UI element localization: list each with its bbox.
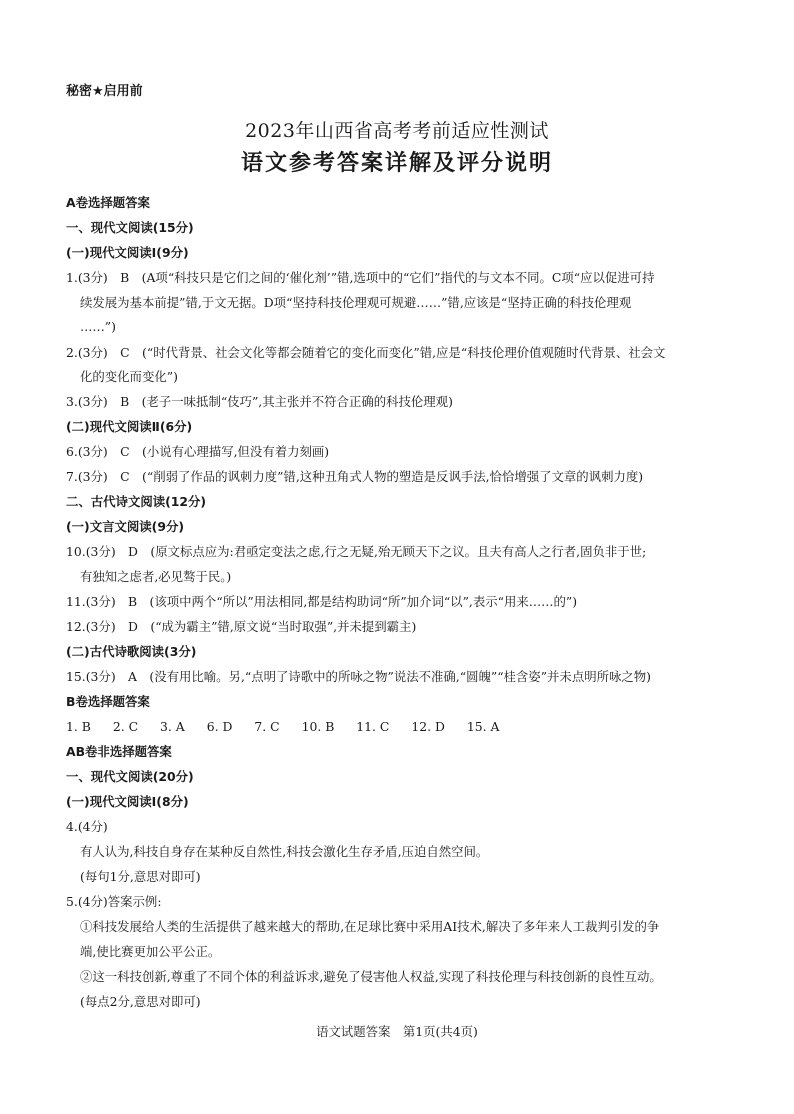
answer-item: 6.(3分) C (小说有心理描写,但没有着力刻画)	[66, 444, 330, 459]
answer-text: 有人认为,科技自身存在某种反自然性,科技会激化生存矛盾,压迫自然空间。	[80, 844, 489, 859]
answer-continuation: 端,使比赛更加公平公正。	[80, 944, 221, 959]
answer-continuation: 有独知之虑者,必见骜于民。)	[80, 569, 232, 584]
subsection-heading: (二)古代诗歌阅读(3分)	[66, 644, 197, 659]
answer-item: 5.(4分)答案示例:	[66, 894, 162, 909]
page-footer: 语文试题答案 第1页(共4页)	[316, 1024, 478, 1039]
answer-item: 1.(3分) B (A项“科技只是它们之间的‘催化剂’”错,选项中的“它们”指代的与文本不同。C项“应以促进可持	[66, 270, 655, 285]
answer-item: 15.(3分) A (没有用比喻。另,“点明了诗歌中的所咏之物”说法不准确,“圆魄”“桂含姿”并未点明所咏之物)	[66, 669, 651, 684]
subsection-heading: (一)文言文阅读(9分)	[66, 519, 185, 534]
answer-continuation: ……”)	[80, 319, 116, 334]
answer-text: ②这一科技创新,尊重了不同个体的利益诉求,避免了侵害他人权益,实现了科技伦理与科技创新的良性互动。	[80, 969, 662, 984]
subsection-heading: (一)现代文阅读Ⅰ(9分)	[66, 245, 189, 260]
b-answer: 15. A	[466, 719, 500, 734]
section-heading: AB卷非选择题答案	[66, 744, 172, 759]
answer-item: 4.(4分)	[66, 819, 108, 834]
answer-item: 11.(3分) B (该项中两个“所以”用法相同,都是结构助词“所”加介词“以”,表示“用来……的”)	[66, 594, 578, 609]
answer-continuation: 续发展为基本前提”错,于文无据。D项“坚持科技伦理观可规避……”错,应该是“坚持正确的科技伦理观	[80, 295, 632, 310]
confidential-label: 秘密★启用前	[66, 84, 143, 99]
answer-item: 7.(3分) C (“削弱了作品的讽刺力度”错,这种丑角式人物的塑造是反讽手法,恰恰增强了文章的讽刺力度)	[66, 469, 644, 484]
answer-text: ①科技发展给人类的生活提供了越来越大的帮助,在足球比赛中采用AI技术,解决了多年来人工裁判引发的争	[80, 919, 660, 934]
b-answer: 7. C	[254, 719, 280, 734]
section-heading: B卷选择题答案	[66, 694, 150, 709]
b-answer: 10. B	[301, 719, 335, 734]
b-answer-list	[66, 719, 517, 735]
answer-item: 12.(3分) D (“成为霸主”错,原文说“当时取强”,并未提到霸主)	[66, 619, 417, 634]
section-heading: 一、现代文阅读(20分)	[66, 769, 194, 784]
scoring-note: (每句1分,意思对即可)	[80, 869, 201, 884]
exam-title: 2023年山西省高考考前适应性测试	[245, 120, 549, 142]
section-heading: A卷选择题答案	[66, 195, 150, 210]
subsection-heading: (一)现代文阅读Ⅰ(8分)	[66, 794, 189, 809]
section-heading: 二、古代诗文阅读(12分)	[66, 494, 207, 509]
b-answer: 3. A	[160, 719, 185, 734]
answer-item: 3.(3分) B (老子一味抵制“伎巧”,其主张并不符合正确的科技伦理观)	[66, 394, 453, 409]
b-answer: 2. C	[112, 719, 139, 734]
b-answer: 12. D	[411, 719, 445, 734]
subsection-heading: (二)现代文阅读Ⅱ(6分)	[66, 419, 193, 434]
answer-continuation: 化的变化而变化”)	[80, 369, 178, 384]
b-answer: 6. D	[206, 719, 233, 734]
b-answer: 11. C	[356, 719, 390, 734]
section-heading: 一、现代文阅读(15分)	[66, 220, 194, 235]
answer-item: 10.(3分) D (原文标点应为:君亟定变法之虑,行之无疑,殆无顾天下之议。且夫有高人之行者,固负非于世;	[66, 544, 647, 559]
scoring-note: (每点2分,意思对即可)	[80, 994, 201, 1009]
document-title: 语文参考答案详解及评分说明	[240, 151, 553, 176]
b-answer: 1. B	[66, 719, 91, 734]
answer-item: 2.(3分) C (“时代背景、社会文化等都会随着它的变化而变化”错,应是“科技伦理价值观随时代背景、社会文	[66, 345, 666, 360]
